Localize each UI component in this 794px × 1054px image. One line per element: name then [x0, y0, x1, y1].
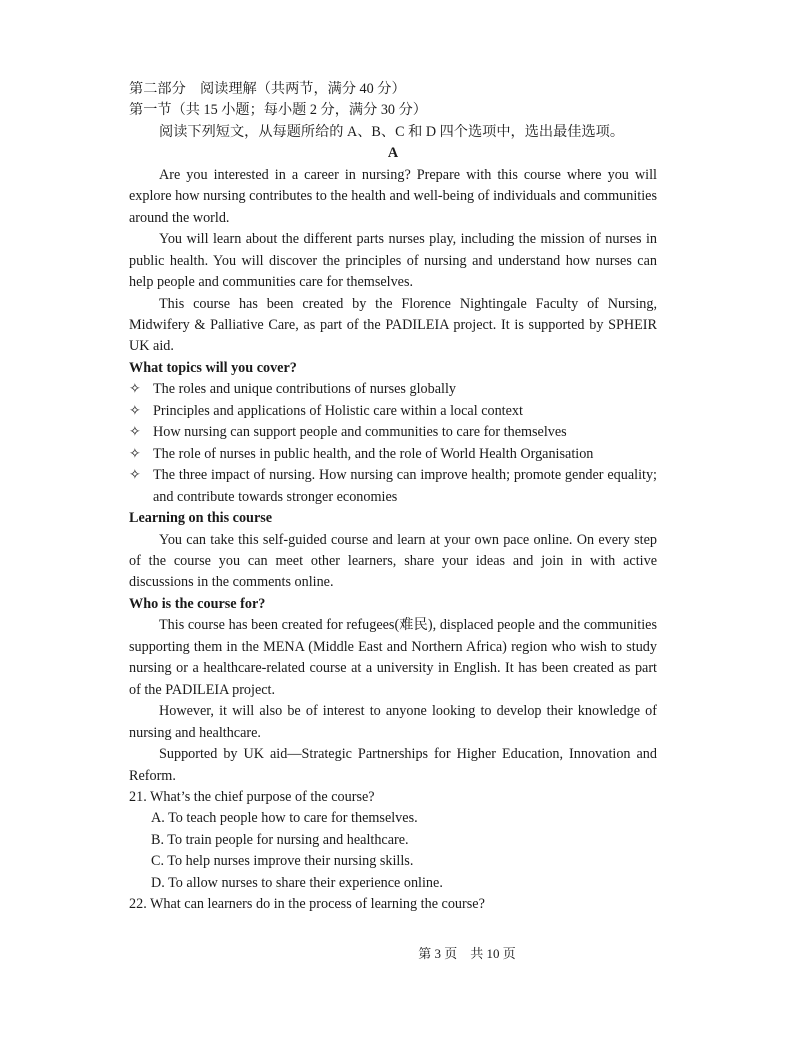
page-footer: 第 3 页 共 10 页 — [418, 946, 516, 961]
topics-heading: What topics will you cover? — [129, 359, 297, 376]
passage-label: A — [387, 145, 399, 162]
page-content — [129, 79, 657, 916]
sparkle-bullet-icon: ✧ — [129, 402, 141, 419]
intro-paragraph: You will learn about the different parts nurses play, including the mission of nurses in public health. You will discover the principles of nursing and understand how nurses can help people and communities care for themselves. — [129, 231, 657, 291]
sparkle-bullet-icon: ✧ — [129, 445, 141, 462]
intro-paragraph: This course has been created by the Florence Nightingale Faculty of Nursing, Midwifery & Palliative Care, as part of the PADILEIA project. It is supported by SPHEIR UK aid. — [129, 295, 657, 355]
topic-text: How nursing can support people and communities to care for themselves — [153, 424, 567, 441]
intro-paragraph: Are you interested in a career in nursing? Prepare with this course where you will explore how nursing contributes to the health and well-being of individuals and communities around the world. — [129, 166, 657, 226]
list-item — [129, 422, 657, 443]
question-21-option-c: C. To help nurses improve their nursing skills. — [151, 853, 414, 870]
question-stem-21: 21. What’s the chief purpose of the course? — [129, 788, 375, 805]
list-item — [129, 401, 657, 422]
audience-heading: Who is the course for? — [129, 595, 266, 612]
topics-list — [129, 379, 657, 508]
topic-text: Principles and applications of Holistic care within a local context — [153, 402, 523, 419]
audience-paragraph: Supported by UK aid—Strategic Partnerships for Higher Education, Innovation and Reform. — [129, 746, 657, 784]
sparkle-bullet-icon: ✧ — [129, 424, 141, 441]
question-21-option-d: D. To allow nurses to share their experience online. — [151, 874, 443, 891]
audience-paragraph: However, it will also be of interest to anyone looking to develop their knowledge of nursing and healthcare. — [129, 703, 657, 741]
question-21-option-b: B. To train people for nursing and healthcare. — [151, 831, 409, 848]
sparkle-bullet-icon: ✧ — [129, 381, 141, 398]
question-21-option-a: A. To teach people how to care for themselves. — [151, 810, 418, 827]
part-title: 第二部分 阅读理解（共两节，满分 40 分） — [129, 81, 406, 97]
list-item — [129, 465, 657, 508]
learning-heading: Learning on this course — [129, 510, 273, 527]
section-title: 第一节（共 15 小题；每小题 2 分，满分 30 分） — [129, 102, 427, 119]
sparkle-bullet-icon: ✧ — [129, 467, 141, 484]
learning-paragraph: You can take this self-guided course and learn at your own pace online. On every step of the course you can meet other learners, share your ideas and join in with active discussions in the comments online. — [129, 531, 657, 591]
question-stem-22: 22. What can learners do in the process of learning the course? — [129, 896, 485, 913]
topic-text: The role of nurses in public health, and the role of World Health Organisation — [153, 445, 594, 462]
list-item — [129, 379, 657, 400]
audience-paragraph: This course has been created for refugees(难民), displaced people and the communities supporting them in the MENA (Middle East and Northern Africa) region who wish to study nursing or a healthcare-related course at a university in English. It has been created as part of the PADILEIA project. — [129, 617, 657, 698]
topic-text: The roles and unique contributions of nurses globally — [153, 381, 457, 398]
list-item — [129, 444, 657, 465]
topic-text: The three impact of nursing. How nursing can improve health; promote gender equality; and contribute towards stronger economies — [153, 467, 657, 505]
instruction: 阅读下列短文，从每题所给的 A、B、C 和 D 四个选项中，选出最佳选项。 — [159, 123, 625, 140]
